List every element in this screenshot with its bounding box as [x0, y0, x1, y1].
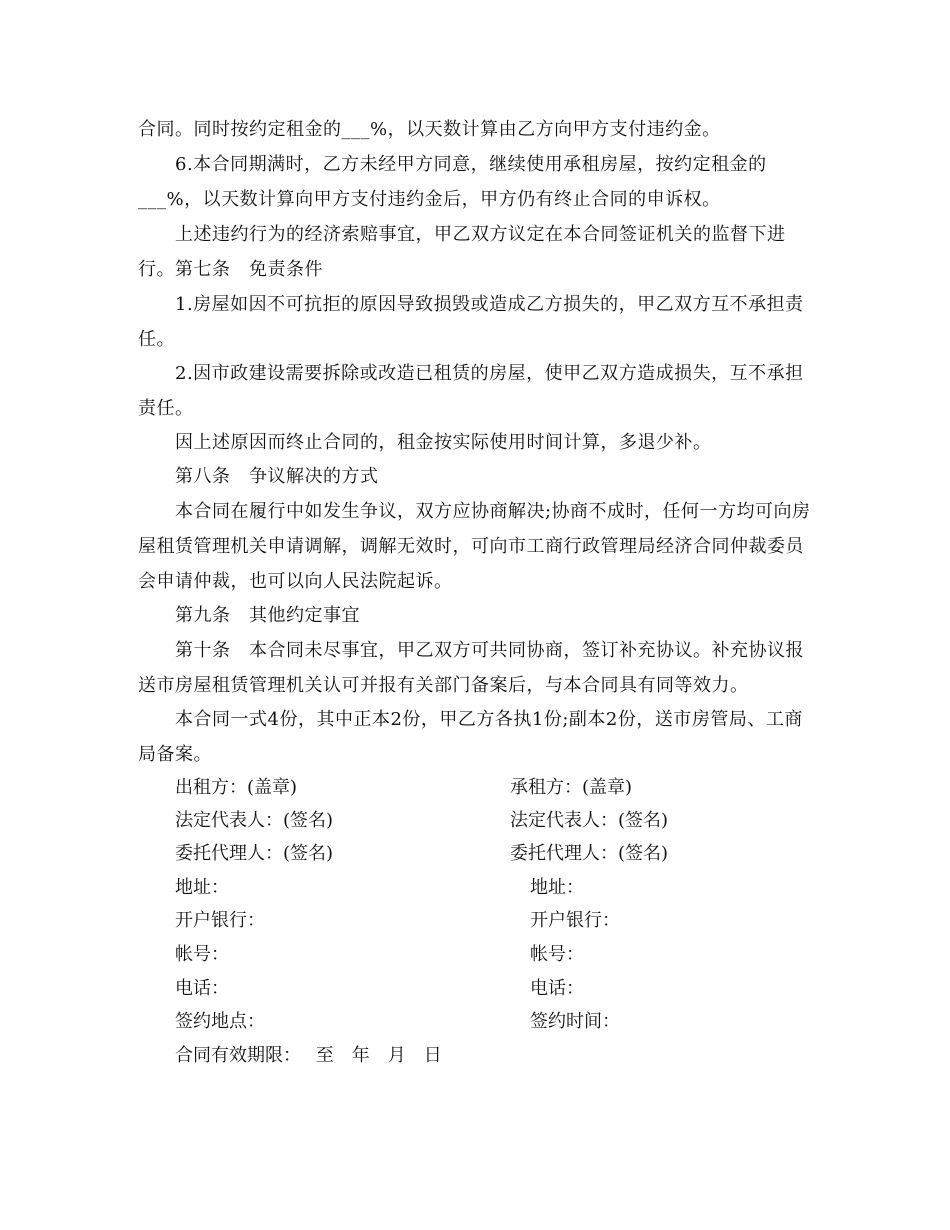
lessee-phone-label: 电话：	[530, 978, 584, 999]
lessor-bank-label: 开户银行：	[175, 910, 265, 931]
article-7-heading: 第七条 免责条件	[175, 259, 323, 280]
lessee-address-label: 地址：	[530, 877, 584, 898]
lessor-seal-label: 出租方：(盖章)	[175, 777, 298, 798]
lessee-account-label: 帐号：	[530, 944, 584, 965]
paragraph-rent-settlement: 因上述原因而终止合同的，租金按实际使用时间计算，多退少补。	[175, 432, 712, 453]
lessee-agent-label: 委托代理人：(签名)	[510, 843, 669, 864]
article-8-heading: 第八条 争议解决的方式	[175, 466, 379, 487]
lessee-seal-label: 承租方：(盖章)	[510, 777, 633, 798]
lessor-account-label: 帐号：	[175, 944, 229, 965]
contract-validity-period: 合同有效期限： 至 年 月 日	[175, 1045, 442, 1066]
lessor-address-label: 地址：	[175, 877, 229, 898]
paragraph-dispute-resolution: 本合同在履行中如发生争议，双方应协商解决;协商不成时，任何一方均可向房屋租赁管理机关申请调解，调解无效时，可向市工商行政管理局经济合同仲裁委员会申请仲裁，也可以向人民法院起诉。	[138, 501, 811, 592]
article-9-heading: 第九条 其他约定事宜	[175, 605, 360, 626]
lessor-agent-label: 委托代理人：(签名)	[175, 843, 334, 864]
article-10-paragraph: 第十条 本合同未尽事宜，甲乙双方可共同协商，签订补充协议。补充协议报送市房屋租赁管理机关认可并报有关部门备案后，与本合同具有同等效力。	[138, 640, 804, 696]
lessor-phone-label: 电话：	[175, 978, 229, 999]
paragraph-breach-claims: 上述违约行为的经济索赔事宜，甲乙双方议定在本合同签证机关的监督下进行。	[138, 224, 786, 280]
signing-time-label: 签约时间：	[530, 1011, 620, 1032]
signing-place-label: 签约地点：	[175, 1011, 265, 1032]
lessor-legal-rep-label: 法定代表人：(签名)	[175, 810, 334, 831]
lessee-legal-rep-label: 法定代表人：(签名)	[510, 810, 669, 831]
paragraph-exemption-1: 1.房屋如因不可抗拒的原因导致损毁或造成乙方损失的，甲乙双方互不承担责任。	[138, 294, 804, 350]
paragraph-exemption-2: 2.因市政建设需要拆除或改造已租赁的房屋，使甲乙双方造成损失，互不承担责任。	[138, 363, 804, 419]
lessee-bank-label: 开户银行：	[530, 910, 620, 931]
paragraph-clause-6: 6.本合同期满时，乙方未经甲方同意，继续使用承租房屋，按约定租金的___%，以天数计算向甲方支付违约金后，甲方仍有终止合同的申诉权。	[138, 154, 767, 210]
paragraph-copies: 本合同一式4份，其中正本2份，甲乙方各执1份;副本2份，送市房管局、工商局备案。	[138, 709, 803, 765]
paragraph-continuation: 合同。同时按约定租金的___%，以天数计算由乙方向甲方支付违约金。	[138, 119, 721, 140]
